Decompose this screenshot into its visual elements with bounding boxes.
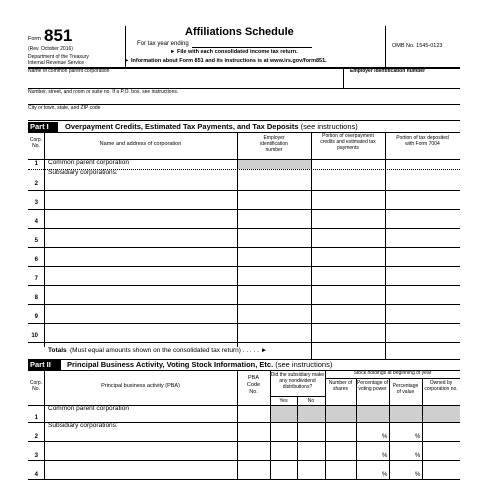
instruction-file: ► File with each consolidated income tax return. — [170, 49, 298, 55]
part2-title-note: (see instructions) — [275, 360, 333, 369]
p1-totals-label: Totals — [48, 347, 67, 354]
p2-col-value: Percentage of value — [392, 383, 419, 395]
p1-row-number: 9 — [34, 314, 38, 320]
part1-top-rule — [28, 132, 460, 133]
p2-col-rule — [44, 370, 45, 480]
agency: Internal Revenue Service — [28, 60, 85, 66]
p2-col-rule — [356, 378, 357, 480]
p1-row-rule — [311, 359, 460, 360]
p2-col-stock-header: Stock holdings at beginning of year — [353, 370, 432, 376]
p1-parent-ein-shaded — [237, 159, 311, 169]
p1-row-rule — [28, 323, 460, 324]
p1-row-rule — [28, 209, 460, 210]
part1-title-text: Overpayment Credits, Estimated Tax Payments, and Tax Deposits — [65, 122, 299, 131]
part1-title — [65, 122, 358, 132]
p1-row-number: 8 — [34, 295, 38, 301]
p2-row-number: 3 — [34, 453, 38, 459]
department: Department of the Treasury — [28, 54, 89, 60]
instruction-info: ► Information about Form 851 and its instructions is at www.irs.gov/form851. — [124, 58, 327, 64]
p2-voting-pct: % — [382, 453, 388, 459]
ein-divider — [343, 67, 344, 88]
part2-title-text: Principal Business Activity, Voting Stock Information, Etc. — [67, 360, 274, 369]
p1-row-number: 1 — [34, 161, 38, 167]
p2-col-shares: Number of shares — [328, 380, 353, 392]
p2-col-did: Did the subsidiary make any nondividend distributions? — [270, 372, 325, 390]
omb-number: OMB No. 1545-0123 — [392, 43, 443, 49]
p1-col-corp: Corp. No. — [29, 137, 43, 149]
p1-row-rule — [28, 342, 460, 343]
p1-col-rule — [385, 132, 386, 360]
p1-col-rule — [44, 132, 45, 347]
p1-row-number: 7 — [34, 276, 38, 282]
p1-row-rule — [28, 228, 460, 229]
p1-row-rule — [28, 285, 460, 286]
revision-date: (Rev. October 2016) — [28, 46, 73, 52]
p2-parent-shaded — [270, 405, 460, 422]
p2-col-pba-code: PBA Code No. — [246, 375, 261, 395]
p1-parent-text: Common parent corporation — [48, 159, 129, 166]
part2-title — [67, 360, 332, 370]
p1-row-number: 10 — [31, 333, 38, 339]
part2-label: Part II — [28, 360, 61, 370]
ein-label: Employer identification number — [350, 68, 426, 74]
p2-row-number: 1 — [34, 415, 38, 421]
parent-name-label: Name of common parent corporation — [28, 68, 110, 74]
p2-value-pct: % — [415, 434, 421, 440]
part1-label: Part I — [28, 122, 58, 132]
p1-row-rule — [28, 190, 460, 191]
p1-subsidiary-text: Subsidiary corporations: — [48, 169, 118, 176]
p2-col-rule — [389, 378, 390, 480]
p2-col-rule — [237, 370, 238, 480]
p1-totals-note: (Must equal amounts shown on the consolidated tax return) . . . . . ► — [70, 347, 268, 354]
city-label: City or town, state, and ZIP code — [28, 105, 101, 111]
p1-row-number: 4 — [34, 219, 38, 225]
p2-value-pct: % — [415, 472, 421, 478]
form-word: Form — [28, 36, 41, 42]
p2-sub-rule — [325, 378, 460, 379]
p1-row-rule — [28, 304, 460, 305]
p1-col-ein: Employer identification number — [260, 135, 288, 153]
p2-row-number: 2 — [34, 434, 38, 440]
ein-input[interactable] — [345, 75, 459, 87]
street-label: Number, street, and room or suite no. If a P.O. box, see instructions. — [28, 89, 179, 95]
p2-row-number: 4 — [34, 472, 38, 478]
p1-col-rule — [311, 132, 312, 360]
p2-col-owned: Owned by corporation no. — [424, 380, 458, 392]
p1-col-name: Name and address of corporation — [99, 141, 182, 147]
row-rule — [28, 120, 460, 121]
form-number: 851 — [44, 26, 73, 45]
p2-col-yes: Yes — [279, 398, 288, 404]
p2-row-rule — [28, 441, 460, 442]
p2-voting-pct: % — [382, 434, 388, 440]
header-divider-right — [385, 26, 386, 68]
tax-year-label: For tax year ending — [137, 41, 189, 47]
p2-col-voting: Percentage of voting power — [356, 380, 389, 392]
p2-col-rule — [297, 396, 298, 480]
p2-row-rule — [28, 460, 460, 461]
form-title: Affiliations Schedule — [185, 26, 294, 38]
p2-voting-pct: % — [382, 472, 388, 478]
p2-col-rule — [325, 370, 326, 480]
p2-col-rule — [270, 370, 271, 480]
p1-col-deposit: Portion of tax deposited with Form 7004 — [396, 135, 449, 147]
p1-row-number: 3 — [34, 200, 38, 206]
p2-col-rule — [422, 378, 423, 480]
p2-value-pct: % — [415, 453, 421, 459]
part1-title-note: (see instructions) — [300, 122, 358, 131]
p1-row-number: 6 — [34, 257, 38, 263]
p2-subsidiary-text: Subsidiary corporations: — [48, 422, 118, 429]
p2-col-pba: Principal business activity (PBA) — [101, 383, 180, 389]
p1-row-number: 2 — [34, 181, 38, 187]
parent-name-input[interactable] — [28, 75, 343, 87]
p1-row-rule — [28, 247, 460, 248]
city-input[interactable] — [28, 112, 460, 120]
p1-row-number: 5 — [34, 238, 38, 244]
p1-col-rule — [237, 132, 238, 347]
tax-year-input[interactable] — [192, 47, 312, 48]
p2-col-no: No — [307, 398, 315, 404]
p1-row-rule — [28, 266, 460, 267]
p2-col-corp: Corp. No. — [29, 380, 43, 392]
street-input[interactable] — [28, 96, 460, 104]
p1-col-overpay: Portion of overpayment credits and estimated tax payments — [320, 133, 376, 151]
p2-parent-text: Common parent corporation — [48, 405, 129, 412]
